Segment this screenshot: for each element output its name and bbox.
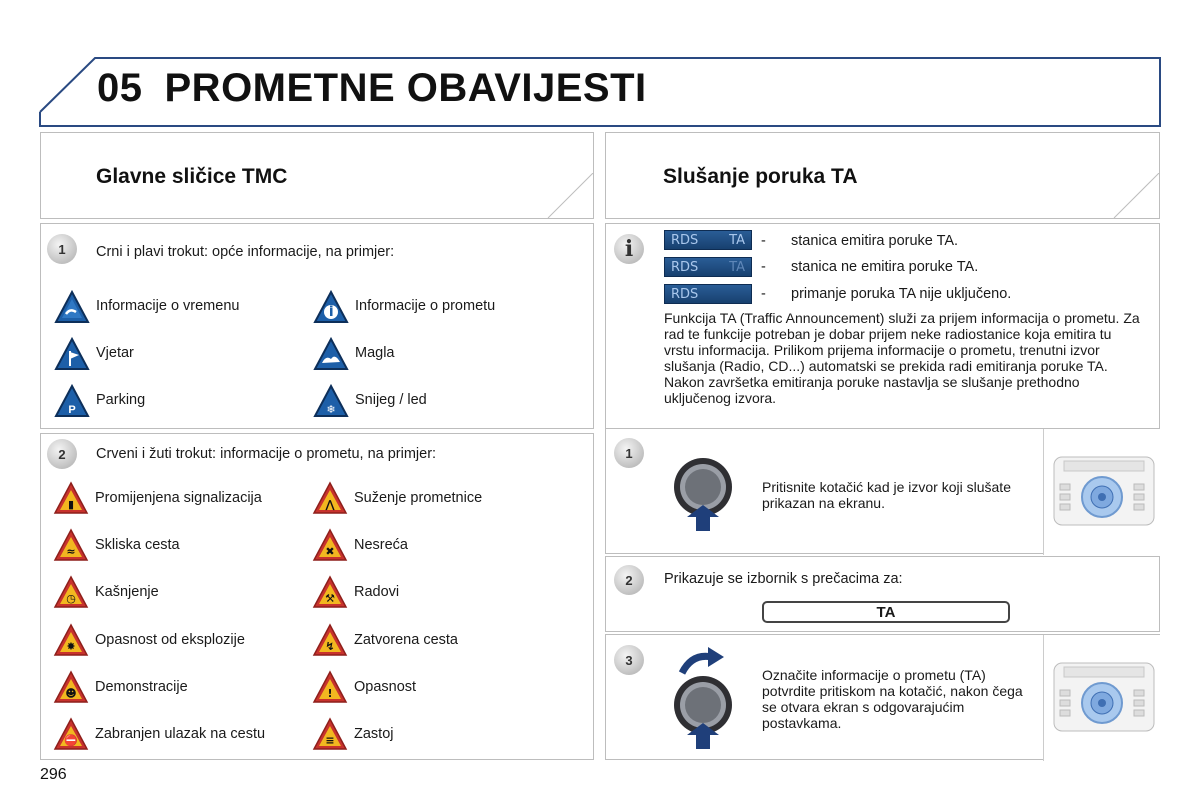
road-narrowing-sign-icon xyxy=(312,481,348,515)
ta-state-text: stanica emitira poruke TA. xyxy=(791,233,959,249)
sign-label: Kašnjenje xyxy=(95,584,159,601)
svg-text:⛔: ⛔ xyxy=(64,734,78,747)
sign-label: Zabranjen ulazak na cestu xyxy=(95,726,266,742)
rds-ta-display-active xyxy=(664,230,752,250)
chapter-title xyxy=(97,66,647,111)
step-text: Prikazuje se izbornik s prečacima za: xyxy=(664,571,903,587)
demonstration-sign-icon xyxy=(53,670,89,704)
slippery-road-sign-icon xyxy=(53,528,89,562)
snow-ice-sign-icon xyxy=(313,384,349,418)
roadworks-sign-icon xyxy=(312,575,348,609)
sign-label: Parking xyxy=(96,392,146,408)
svg-text:✸: ✸ xyxy=(66,639,76,653)
dash: - xyxy=(761,233,766,249)
ta-label: TA xyxy=(729,232,745,248)
ta-state-text: primanje poruka TA nije uključeno. xyxy=(791,286,1012,302)
svg-text:≡: ≡ xyxy=(325,734,335,747)
step-badge-2: 2 xyxy=(614,565,644,595)
sign-label: Zastoj xyxy=(354,726,394,742)
sign-label: Zatvorena cesta xyxy=(354,631,458,648)
sign-label: Magla xyxy=(355,345,395,361)
sign-label: Informacije o prometu xyxy=(355,298,496,314)
sign-label: Demonstracije xyxy=(95,678,188,695)
svg-text:✖: ✖ xyxy=(325,545,335,559)
step-text: Označite informacije o prometu (TA) potvrdite pritiskom na kotačić, nakon čega se otvara ekran s odgovarajućim postavkama. xyxy=(762,667,1023,731)
delay-sign-icon xyxy=(53,575,89,609)
signal-change-sign-icon xyxy=(53,481,89,515)
radio-unit-illustration xyxy=(1043,429,1161,555)
sign-label: Vjetar xyxy=(96,345,134,361)
svg-text:⋀: ⋀ xyxy=(325,498,335,511)
section-intro: Crveni i žuti trokut: informacije o prometu, na primjer: xyxy=(96,446,437,462)
step-3-section xyxy=(605,634,1160,760)
svg-text:▮: ▮ xyxy=(67,498,75,511)
corner-fold-icon xyxy=(533,173,593,218)
sign-label: Opasnost od eksplozije xyxy=(95,631,245,648)
step-badge-1: 1 xyxy=(614,438,644,468)
sign-label: Suženje prometnice xyxy=(354,490,483,506)
corner-fold-icon xyxy=(1099,173,1159,218)
shortcut-menu-ta-item[interactable]: TA xyxy=(762,601,1010,623)
fog-sign-icon xyxy=(313,337,349,371)
danger-sign-icon xyxy=(312,670,348,704)
step-1-section xyxy=(605,428,1160,554)
ta-description: Funkcija TA (Traffic Announcement) služi za prijem informacija o prometu. Za rad te funkcije potreban je dobar prijem neke radiostanice koja emitira tu vrstu informacija. Prilikom prijema informacije o prometu, trenutni izvor slušanja (Radio, CD...) automatski se prekida radi emitiranja poruke TA. Nakon završetka emitiranja poruke nastavlja se slušanje prethodno uključenog izvora. xyxy=(664,310,1140,406)
chapter-title-text: PROMETNE OBAVIJESTI xyxy=(164,66,647,110)
rds-label: RDS xyxy=(671,259,699,275)
svg-text:↯: ↯ xyxy=(325,639,335,653)
ta-info-section xyxy=(605,223,1160,429)
sign-label: Nesreća xyxy=(354,537,408,554)
explosion-sign-icon xyxy=(53,623,89,657)
radio-unit-icon xyxy=(1044,635,1162,759)
sign-label: Snijeg / led xyxy=(355,392,427,408)
radio-unit-icon xyxy=(1044,429,1162,553)
no-entry-sign-icon xyxy=(53,717,89,751)
sign-label: Skliska cesta xyxy=(95,537,180,554)
accident-sign-icon xyxy=(312,528,348,562)
step-2-section xyxy=(605,556,1160,632)
svg-text:☻: ☻ xyxy=(65,686,77,700)
rds-label: RDS xyxy=(671,232,699,248)
svg-text:◷: ◷ xyxy=(66,592,76,606)
svg-text:P: P xyxy=(68,404,76,416)
rds-label: RDS xyxy=(671,286,699,302)
svg-text:⚒: ⚒ xyxy=(325,592,335,606)
tmc-general-section xyxy=(40,223,594,429)
rds-ta-display-unavailable xyxy=(664,257,752,277)
ta-label: TA xyxy=(729,259,745,275)
svg-text:≈: ≈ xyxy=(66,545,76,559)
congestion-sign-icon xyxy=(312,717,348,751)
step-text: Pritisnite kotačić kad je izvor koji slušate prikazan na ekranu. xyxy=(762,479,1011,511)
dash: - xyxy=(761,286,766,302)
parking-sign-icon xyxy=(54,384,90,418)
svg-text:❄: ❄ xyxy=(326,403,336,416)
section-intro: Crni i plavi trokut: opće informacije, na primjer: xyxy=(96,244,395,260)
rotary-knob-turn-press-icon xyxy=(668,643,738,751)
left-title-panel xyxy=(40,132,594,219)
traffic-info-sign-icon xyxy=(313,290,349,324)
rotary-knob-press-icon xyxy=(668,457,738,532)
sign-label: Informacije o vremenu xyxy=(96,298,240,314)
ta-state-text: stanica ne emitira poruke TA. xyxy=(791,259,979,275)
sign-label: Promijenjena signalizacija xyxy=(95,490,262,506)
chapter-number: 05 xyxy=(97,66,143,110)
dash: - xyxy=(761,259,766,275)
weather-info-sign-icon xyxy=(54,290,90,324)
step-badge-1: 1 xyxy=(47,234,77,264)
sign-label: Radovi xyxy=(354,584,400,601)
step-badge-3: 3 xyxy=(614,645,644,675)
sign-label: Opasnost xyxy=(354,678,417,695)
page-number: 296 xyxy=(40,766,67,783)
wind-sign-icon xyxy=(54,337,90,371)
info-badge: i xyxy=(614,234,644,264)
right-title-panel xyxy=(605,132,1160,219)
closed-road-sign-icon xyxy=(312,623,348,657)
right-panel-title: Slušanje poruka TA xyxy=(663,165,858,188)
svg-text:!: ! xyxy=(327,686,333,700)
rds-display-ta-off xyxy=(664,284,752,304)
step-badge-2: 2 xyxy=(47,439,77,469)
left-panel-title: Glavne sličice TMC xyxy=(96,165,288,188)
radio-unit-illustration xyxy=(1043,635,1161,761)
